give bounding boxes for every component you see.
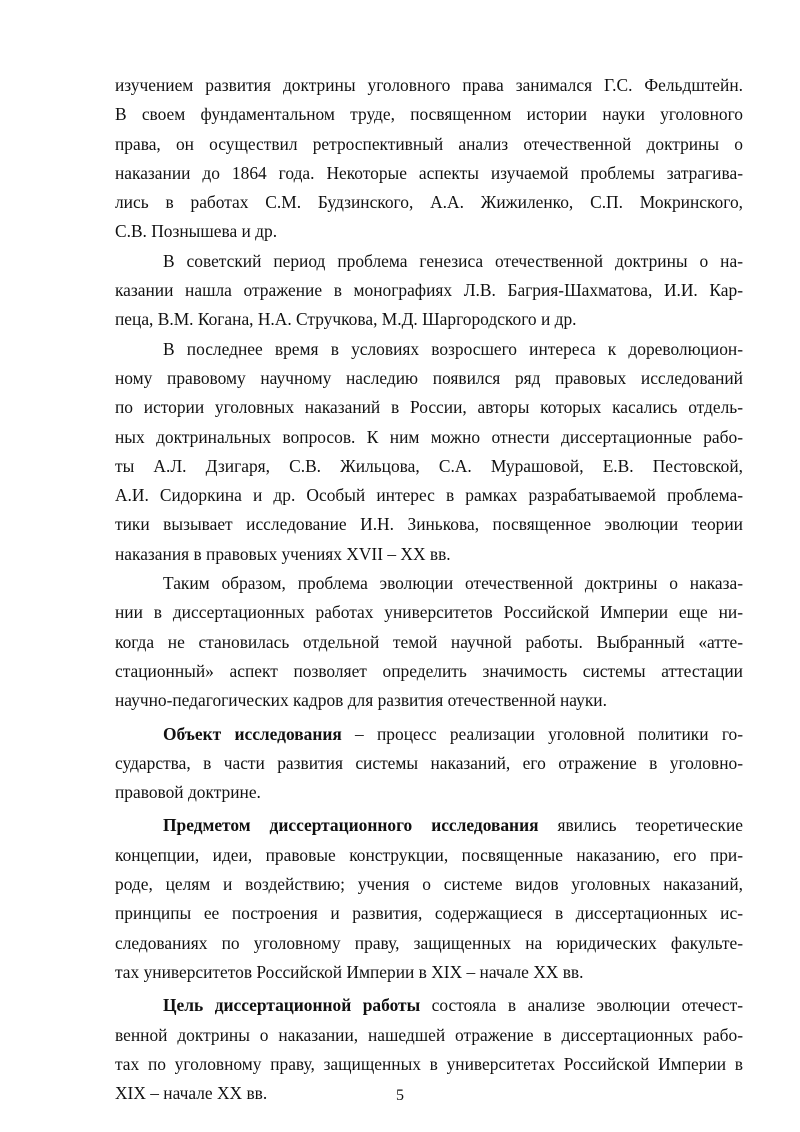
text-line: В последнее время в условиях возросшего интереса к дореволюцион- (163, 338, 743, 359)
text-line: наказания в правовых учениях XVII – XX вв. (115, 543, 451, 564)
research-object-text: – процесс реализации уголовной политики го- (341, 723, 743, 744)
text-line: права, он осуществил ретроспективный анализ отечественной доктрины о (115, 133, 743, 154)
text-line: научно-педагогических кадров для развития отечественной науки. (115, 690, 607, 711)
text-line: наказании до 1864 года. Некоторые аспекты изучаемой проблемы затрагива- (115, 162, 743, 183)
text-line: по истории уголовных наказаний в России, авторы которых касались отдель- (115, 397, 743, 418)
text-line: венной доктрины о наказании, нашедшей отражение в диссертационных рабо- (115, 1024, 743, 1045)
text-line: В своем фундаментальном труде, посвященном истории науки уголовного (115, 104, 743, 125)
paragraph-recent-research (115, 335, 743, 569)
research-goal-text: состояла в анализе эволюции отечест- (420, 995, 744, 1016)
text-line: тах университетов Российской Империи в XIX – начале XX вв. (115, 961, 584, 982)
body-text (115, 71, 743, 1108)
text-line: когда не становилась отдельной темой научной работы. Выбранный «атте- (115, 631, 743, 652)
text-line: XIX – начале XX вв. (115, 1083, 268, 1104)
text-line: ному правовому научному наследию появился ряд правовых исследований (115, 367, 743, 388)
text-line: нии в диссертационных работах университетов Российской Империи еще ни- (115, 602, 743, 623)
paragraph-conclusion (115, 569, 743, 715)
text-line: казании нашла отражение в монографиях Л.В. Багрия-Шахматова, И.И. Кар- (115, 280, 743, 301)
page-number: 5 (396, 1087, 404, 1104)
text-line: А.И. Сидоркина и др. Особый интерес в рамках разрабатываемой проблема- (115, 485, 743, 506)
text-line: концепции, идеи, правовые конструкции, посвященные наказанию, его при- (115, 844, 743, 865)
text-line: лись в работах С.М. Будзинского, А.А. Жижиленко, С.П. Мокринского, (115, 192, 743, 213)
text-line (115, 811, 743, 840)
research-object-term: Объект исследования (163, 723, 342, 744)
text-line: изучением развития доктрины уголовного права занимался Г.С. Фельдштейн. (115, 75, 743, 95)
text-line: роде, целям и воздействию; учения о системе видов уголовных наказаний, (115, 874, 743, 895)
paragraph-historiography (115, 71, 743, 247)
text-line: ты А.Л. Дзигаря, С.В. Жильцова, С.А. Мурашовой, Е.В. Пестовской, (115, 455, 743, 476)
text-line: ных доктринальных вопросов. К ним можно отнести диссертационные рабо- (115, 426, 743, 447)
text-line: Таким образом, проблема эволюции отечественной доктрины о наказа- (163, 573, 743, 594)
research-subject-term: Предметом диссертационного исследования (163, 815, 539, 836)
text-line: правовой доктрине. (115, 782, 261, 803)
paragraph-research-object (115, 720, 743, 808)
text-line (115, 991, 743, 1020)
text-line: следованиях по уголовному праву, защищенных на юридических факульте- (115, 932, 743, 953)
research-goal-term: Цель диссертационной работы (163, 995, 421, 1016)
text-line: сударства, в части развития системы наказаний, его отражение в уголовно- (115, 752, 743, 773)
text-line: пеца, В.М. Когана, Н.А. Стручкова, М.Д. Шаргородского и др. (115, 309, 577, 330)
text-line: тах по уголовному праву, защищенных в университетах Российской Империи в (115, 1053, 743, 1074)
research-subject-text: явились теоретические (538, 815, 743, 836)
text-line: тики вызывает исследование И.Н. Зинькова, посвященное эволюции теории (115, 514, 743, 535)
text-line (115, 720, 743, 749)
paragraph-soviet-period (115, 247, 743, 335)
text-line: стационный» аспект позволяет определить значимость системы аттестации (115, 660, 743, 681)
text-line: В советский период проблема генезиса отечественной доктрины о на- (163, 250, 743, 271)
text-line: С.В. Познышева и др. (115, 221, 278, 242)
paragraph-research-subject (115, 811, 743, 987)
text-line: принципы ее построения и развития, содержащиеся в диссертационных ис- (115, 903, 743, 924)
